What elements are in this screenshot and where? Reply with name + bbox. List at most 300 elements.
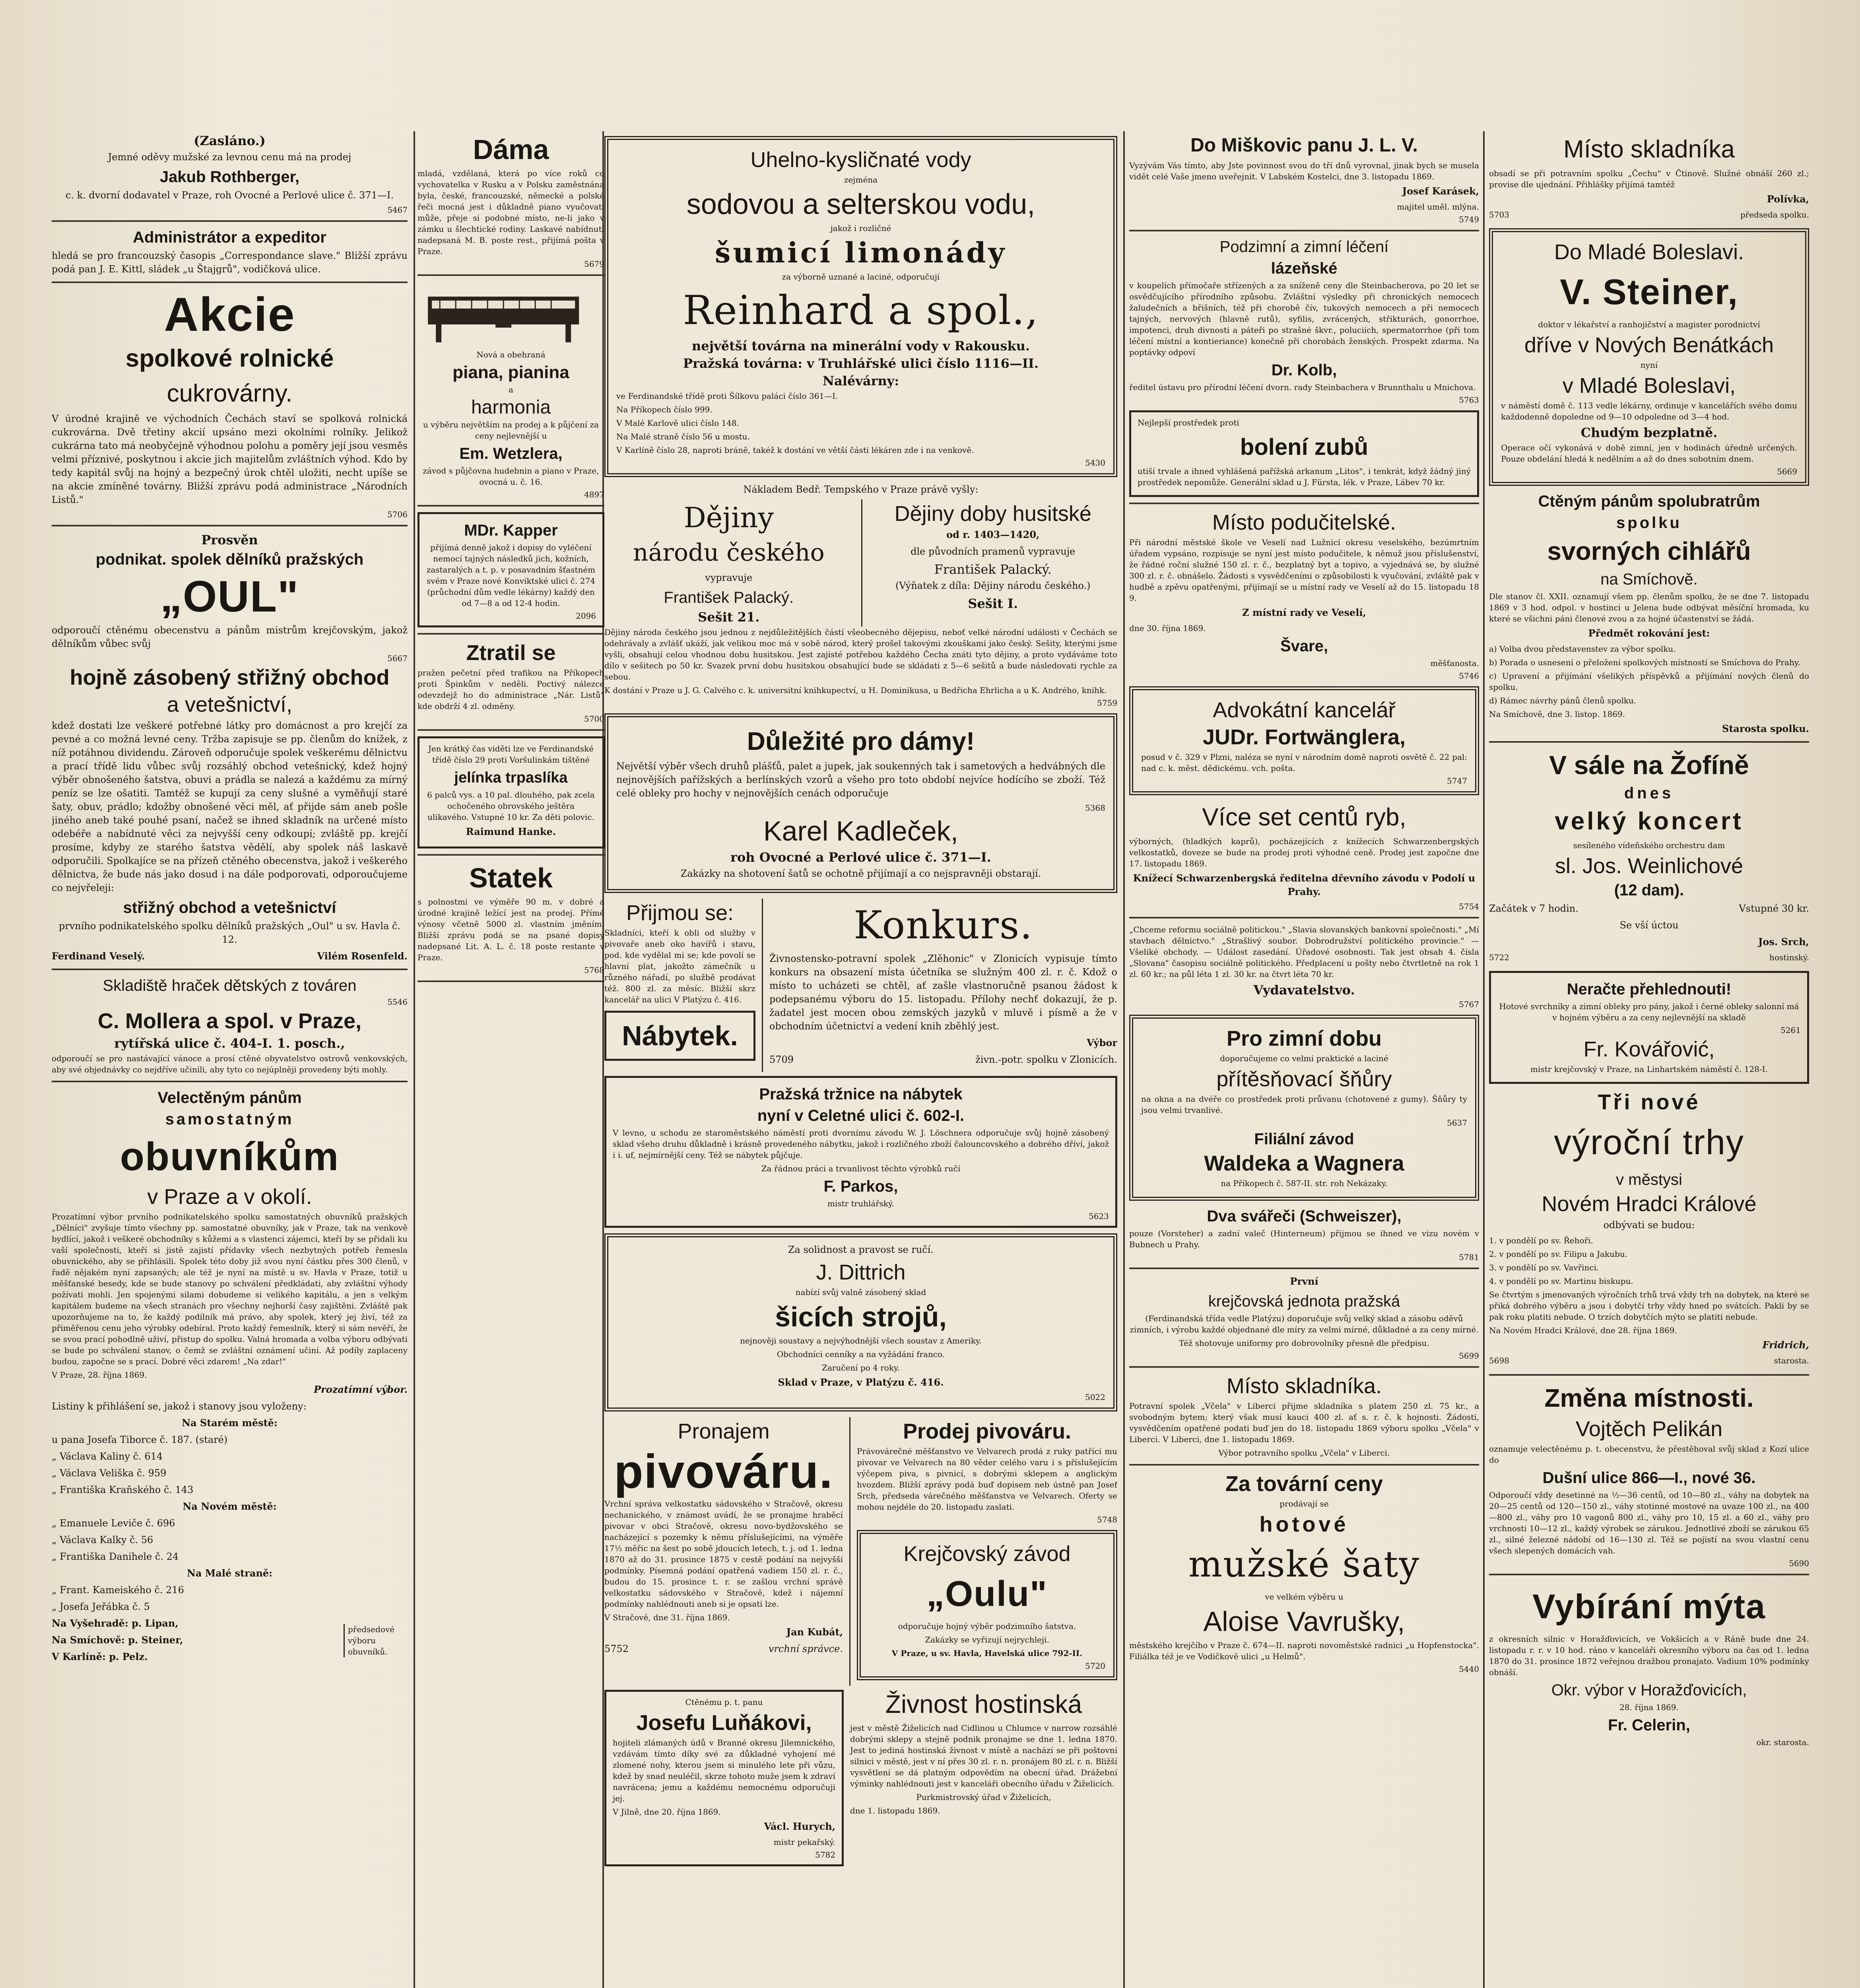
ad-text: doporučujeme co velmi praktické a laciné (1220, 1054, 1388, 1063)
ad-big: „Oulu" (926, 1574, 1048, 1614)
ad-subtitle: přítěsňovací šňůry (1216, 1067, 1392, 1091)
ad-footer (1489, 209, 1809, 223)
ad-number: 5763 (1459, 395, 1479, 405)
list-item: „ Emanuele Leviče č. 696 (52, 1518, 175, 1529)
ad-title: Místo skladníka (1563, 136, 1735, 163)
ad-text: prvního podnikatelského spolku dělníků pražských „Oul" u sv. Havla č. 12. (58, 920, 401, 945)
ad-number: 5767 (1459, 1000, 1479, 1009)
ad-title: Statek (469, 862, 553, 893)
ad-sign: Václ. Hurych, (764, 1821, 835, 1832)
ad-big: šumicí limonády (714, 236, 1007, 269)
list-item: 4. v pondělí po sv. Martinu biskupu. (1489, 1276, 1633, 1286)
column-divider (1483, 131, 1485, 1988)
ad-name: Filiální závod (1254, 1130, 1354, 1148)
ad-title: jelínka trpaslíka (454, 769, 568, 786)
ad-number: 5546 (387, 997, 408, 1007)
ad-title: bolení zubů (1240, 434, 1369, 460)
ad-heading: Ctěným pánům spolubratrům (1538, 493, 1760, 510)
list-item: c) Upravení a přijímání všelikých příspěvků a přijímání nových členů do spolku. (1489, 671, 1809, 692)
location-heading: Na Malé straně: (186, 1567, 273, 1579)
ad-lunakovi (604, 1690, 844, 1866)
ad-name: Dr. Kolb, (1271, 361, 1337, 379)
column-divider (414, 131, 415, 1988)
list-item: V Malé Karlově ulici číslo 148. (616, 418, 739, 428)
ad-text: (Výňatek z díla: Dějiny národu českého.) (895, 580, 1091, 591)
ad-number: 5368 (1085, 803, 1105, 813)
book-title: Dějiny (683, 501, 774, 534)
ad-title: Dva svářeči (Schweiszer), (1207, 1208, 1402, 1225)
ad-akcie (52, 289, 408, 519)
ad-name: Reinhard a spol., (683, 287, 1039, 334)
ad-text: nabízí svůj valně zásobený sklad (795, 1287, 926, 1297)
list-item: „ Františka Danihele č. 24 (52, 1551, 179, 1562)
ad-title: Vybírání mýta (1532, 1588, 1766, 1626)
ad-heading: Prosvěn (201, 532, 258, 547)
ad-number: 5706 (387, 510, 408, 519)
ad-title: Neračte přehlednouti! (1567, 980, 1732, 998)
ad-text: největší továrna na minerální vody v Rakousku. (691, 338, 1030, 353)
ad-text: od r. 1403—1420, (946, 529, 1040, 540)
ad-text: Operace očí vykonává v době zimní, jen v hodinách úředně určených. Pouze obdelání hledá k nedělním a až do dnes sobotním dnem. (1501, 443, 1797, 464)
ad-text: u výběru největším na prodej a k půjčení za ceny nejlevnější u (423, 420, 599, 441)
ad-subtitle: Pražská tržnice na nábytek (759, 1085, 963, 1103)
ad-text: Právovárečné měšťanstvo ve Velvarech prodá z ruky patřící mu pivovar ve Velvarech na 80 věder celého varu i s příslušejícím výčepem piva, s pivnicí, s dobrými sklepem a anglickým hvozdem. Bližší zprávy podá buď dopisem neb ústně pan Josef Srch, předseda várečného měšťanstva ve Velvarech. Oferty se mohou nejdéle do 20. listopadu zaslati. (857, 1446, 1117, 1512)
ad-text: přijímá denně jakož i dopisy do vyléčení nemocí tajných následků jich, kožních, zastaralých a t. p. v posavadním šťastném svém v Praze nové Konviktské ulici č. 274 (průchodní dům vedle lékárny) každý den od 7—8 a od 12-4 hodin. (426, 543, 596, 608)
ad-name: sl. Jos. Weinlichové (1555, 854, 1744, 878)
ad-date: V Stračově, dne 31. října 1869. (604, 1613, 730, 1622)
ad-title: Nábytek. (622, 1020, 738, 1051)
ad-text: Pražská továrna: v Truhlářské ulici číslo 1116—II. (683, 356, 1039, 371)
ad-sign: hostinský. (1769, 953, 1809, 962)
ad-number: 5430 (1085, 458, 1105, 468)
ad-kapper (417, 512, 604, 627)
ad-text: Skladníci, kteří k obli od služby v pivovaře aneb oko havířů i stavu, pod. kde vydělal mi se; kde povolí se hlavní plat, jakožto zámečník u různého nářadí, po službě prodávat též. 800 zl. za měsíc. Bližší skrz kancelář na ulici V Platýzu č. 416. (604, 928, 755, 1004)
ad-row (604, 1686, 1117, 1870)
list-item: V Karlíně číslo 28, naproti bráně, takéž k dostání ve větší části lékáren zde i na venkově. (616, 445, 974, 455)
ad-text: posud v č. 329 v Plzni, naléza se nyní v národním domě naproti osvětě č. 22 pal: nad c. k. měst. dědickému. vch. pošta. (1141, 752, 1467, 773)
ad-sign: Purkmistrovský úřad v Žiželicích, (916, 1792, 1051, 1802)
ad-title: Živnost hostinská (885, 1690, 1082, 1718)
ad-text: utiší trvale a ihned vyhlášená pařížská arkanum „Litos", i tenkrát, když žádný jiný prostředek nepomůže. Generální sklad u J. Fürsta, lék. v Praze, Lábev 70 kr. (1138, 466, 1471, 487)
ad-sign: vrchní správce. (769, 1643, 843, 1654)
ad-text: Nejlepší prostředek proti (1138, 418, 1239, 427)
ad-text: odporučuje hojný výběr podzimního šatstva. (898, 1621, 1076, 1631)
ad-name: Jakub Rothberger, (159, 168, 300, 186)
ad-number: 5698 (1489, 1356, 1509, 1365)
ad-name: Waldeka a Wagnera (1204, 1151, 1404, 1175)
list-item: Na Příkopech číslo 999. (616, 405, 713, 414)
ad-subtitle: v Mladé Boleslavi, (1562, 374, 1736, 398)
ad-misto-skladnika (1489, 133, 1809, 223)
ad-text: prodávají se (1279, 1499, 1329, 1508)
ad-subtitle: (12 dam). (1614, 881, 1684, 899)
ad-row (604, 1417, 1117, 1686)
ad-title: Za tovární ceny (1225, 1472, 1383, 1496)
ad-date: dne 1. listopadu 1869. (850, 1806, 940, 1815)
ad-text: vypravuje (705, 572, 753, 583)
ad-title: Přijmou se: (626, 901, 734, 925)
ad-name: Fr. Kovářović, (1583, 1037, 1715, 1061)
book-title: národu českého (633, 539, 825, 567)
ad-number: 5440 (1459, 1664, 1479, 1674)
ad-start: Začátek v 7 hodin. (1489, 903, 1578, 914)
ad-sign: Výbor potravního spolku „Včela" v Liberci. (1218, 1448, 1390, 1458)
ad-address: na Příkopech č. 587-II. str. roh Nekázaky. (1221, 1178, 1388, 1188)
ad-subtitle: v městysi (1616, 1171, 1682, 1188)
ad-text: s polnostmi ve výměře 90 m. v dobré a úrodné krajině ležící jest na prodej. Přímé výnosy včetně 5000 zl. vlastním jměním. Bližší zprávu podá se na psané dopisy nadepsané Lit. A. L. č. 18 poste restante v Praze. (417, 897, 604, 962)
ad-title: MDr. Kapper (464, 522, 558, 539)
ad-hostinska (850, 1686, 1117, 1870)
ad-date: V Praze, 28. října 1869. (52, 1370, 147, 1380)
ad-sign: Starosta spolku. (1722, 723, 1809, 734)
ad-sign: měšťanosta. (1430, 658, 1479, 668)
ad-number: 5749 (1459, 215, 1479, 224)
ad-subtitle: spolku (1616, 514, 1682, 532)
ad-ryby (1129, 801, 1479, 911)
ad-date: Na Novém Hradci Králové, dne 28. října 1869. (1489, 1326, 1677, 1335)
ad-misto-skladnika-2 (1129, 1373, 1479, 1458)
ad-sign: Polívka, (1767, 193, 1809, 205)
piano-illustration (417, 285, 589, 344)
ad-title: Dáma (473, 134, 549, 165)
ad-title: Skladiště hraček dětských z továren (103, 977, 357, 994)
ad-number: 5022 (1085, 1392, 1105, 1402)
list-item: a) Volba dvou představenstev za výbor spolku. (1489, 644, 1676, 654)
column-2 (417, 131, 604, 1988)
ad-slovan (1129, 924, 1479, 1009)
ad-kovarovic (1489, 971, 1809, 1084)
book-author: František Palacký. (934, 562, 1052, 577)
ad-number: 5467 (387, 205, 408, 215)
ad-text: odporoučí ctěnému obecenstvu a pánům mistrům krejčovským, jakož dělníkům vůbec svůj (52, 625, 408, 649)
ad-sign: Josef Karásek, (1402, 185, 1479, 197)
ad-title: Konkurs. (854, 903, 1033, 947)
ad-text: Prozatímní výbor prvního podnikatelského spolku samostatných obuvníků pražských „Dělníci" zvyšuje tímto všechny pp. samostatné obuvníky, jak v Praze, tak na venkově bydlící, jakož i veškeré obchodníky s kůžemi a s vlastenci zájemci, kteří by se přidali ku vaší společnosti, kteří si jistě zajistí přídavky všech nezbytných potřeb řemesla obuvnického, aby se přihlásili. Spolek této doby již svou nyní částku přes 300 členů, v řadě nějakém nyní zapsaných; ale též je nyní na místě u sv. Havla v Praze, totiž u měšťanské besedy, kde se bude stanovy po schválení předkládati, aby zvláštní výhody požívati mohli. Jen spojenými silami dobudeme si velikého kapitálu, a jen s velkým kapitálem budeme na všech stranách pro všechny nejhorší časy zajištěni. Zvláště pak upozorňujeme na to, že každý podílník má právo, aby spolek, který jej živí, též za přiměřenou cenu jeho výrobky odebíral. Proto každý řemeslník, který si sám nevěří, že se svou prací pohodlně uživí, přistup do spolku. Valná hromada a volba výboru odbývati se bude po schválení stanov, o čemž se zvláštní oznámení učiní. Až podíly zaplaceny budou, započne se s prací. Dobré věci zdarem! „Na zdar!" (52, 1212, 408, 1366)
list-item: „ Josefa Jeřábka č. 5 (52, 1601, 150, 1612)
ad-title: Uhelno-kysličnaté vody (750, 148, 971, 172)
ad-text: hledá se pro francouzský časopis „Correspondance slave." Bližší zprávu podá pan J. E. Kittl, sládek „u Štajgrů", vodičková ulice. (52, 250, 408, 275)
ad-oul (52, 532, 408, 963)
ad-dittrich (604, 1233, 1117, 1411)
ad-footer (52, 1617, 408, 1667)
ad-prodej-pivovaru (857, 1419, 1117, 1524)
ad-title: Změna místnosti. (1544, 1384, 1754, 1412)
ad-pelikan (1489, 1381, 1809, 1568)
ad-big: hotové (1259, 1512, 1349, 1536)
ad-footer (604, 1642, 843, 1656)
ad-name: Josefu Luňákovi, (636, 1711, 812, 1735)
list-item: „ Václava Kaliny č. 614 (52, 1451, 163, 1462)
ad-title: Advokátní kancelář (1213, 698, 1396, 722)
ad-name: Okr. výbor v Horažďovicích, (1551, 1681, 1747, 1699)
ad-number: 5669 (1777, 467, 1797, 476)
ad-cihlaru (1489, 491, 1809, 736)
column-1 (52, 131, 408, 1988)
ad-poducitelske (1129, 510, 1479, 681)
list-item: 3. v pondělí po sv. Vavřinci. (1489, 1263, 1599, 1272)
ad-sign: Švare, (1280, 637, 1328, 655)
ad-title: šicích strojů, (775, 1301, 947, 1332)
list-item: „ Frant. Kameiského č. 216 (52, 1584, 184, 1596)
ad-address: c. k. dvorní dodavatel v Praze, roh Ovocné a Perlové ulice č. 371—I. (65, 190, 394, 201)
ad-name: Karel Kadleček, (763, 815, 959, 846)
ad-subtitle: na Smíchově. (1600, 571, 1698, 588)
ad-text: v náměstí domě č. 113 vedle lékárny, ordinuje v kancelářích svého domu každodenně dopoledne od 9—10 odpoledne od 3—4 hod. (1501, 401, 1797, 421)
ad-text: V úrodné krajině ve východních Čechách staví se spolková rolnická cukrovárna. Dvě třetiny akcií upsáno mezi okolními rolníky. Jelikož cukrárna tato má neobyčejně výhodnou polohu a poměry její jsou vesměs velmi příznivé, poskytnou i akcie jich majitelům zvláštních výhod. Kdo by tedy kapitál svůj na hojný a bezpečný úrok chtěl uložiti, necht upíše se na akcie zmíněné továrny. Bližší zprávu podá administrace „Národních Listů." (52, 413, 408, 505)
ad-vyrocni-trhy (1489, 1089, 1809, 1369)
ad-rothberger (52, 133, 408, 215)
ad-big: „OUL" (160, 572, 299, 621)
ad-name: F. Parkos, (823, 1178, 898, 1195)
ad-number: 5752 (604, 1643, 629, 1654)
ad-sign: předseda spolku. (1740, 210, 1809, 219)
ad-number: 5709 (769, 1054, 794, 1065)
ad-text: zejména (844, 175, 878, 184)
ad-zimni-doba (1129, 1015, 1479, 1201)
ad-pronajem (604, 1419, 843, 1656)
ad-text: doktor v lékařství a ranhojičství a magister porodnictví (1538, 320, 1760, 329)
ad-mollera (52, 976, 408, 1075)
ad-krejcovska-jednota (1129, 1275, 1479, 1361)
ad-text: Nová a obehraná (476, 350, 546, 359)
ad-sign: Výbor (1086, 1037, 1117, 1048)
ad-address: mistr krejčovský v Praze, na Linhartském náměstí č. 128-I. (1530, 1064, 1768, 1074)
ad-name: Aloise Vavrušky, (1203, 1606, 1405, 1637)
ad-big: výroční trhy (1554, 1122, 1744, 1162)
ad-title: Místo skladníka. (1226, 1374, 1382, 1398)
ad-number: 5637 (1447, 1118, 1467, 1128)
ad-piana (417, 282, 604, 499)
list-item: „ Václava Veliška č. 959 (52, 1468, 167, 1479)
ad-text: Největší výběr všech druhů plášťů, palet a jupek, jak soukenných tak i sametových a hedvábných dle nejnovějších pařížských a berlínských vzorů a všeho pro toto období nejvíce hodícího se zboží. Též celé obleky pro hochy v nejnovějších cenách odporučuje (616, 761, 1105, 799)
ad-number: 5759 (1097, 698, 1117, 708)
list-item: b) Porada o usnesení o přeložení spolkových místností se Smíchova do Prahy. (1489, 658, 1800, 667)
ad-number: 5720 (1085, 1661, 1105, 1671)
list-item: ve Ferdinandské třídě proti Šílkovu paláci číslo 361—I. (616, 391, 838, 401)
ad-text: Jemné oděvy mužské za levnou cenu má na prodej (108, 151, 351, 163)
ad-text: nyní (1640, 360, 1658, 370)
ad-heading: Za solidnost a pravost se ručí. (788, 1244, 934, 1255)
ad-side-note: Obchodníci cenníky a na vyžádání franco. (777, 1349, 945, 1359)
ad-number: 5623 (1089, 1211, 1109, 1221)
list-item: u pana Josefa Tiborce č. 187. (staré) (52, 1434, 228, 1445)
signature: Vilém Rosenfeld. (317, 950, 408, 962)
ad-text: Též shotovuje uniformy pro dobrovolníky přesně dle předpisu. (1179, 1338, 1429, 1348)
ad-prijmou (604, 900, 755, 1005)
ad-title: Administrátor a expeditor (133, 229, 326, 246)
ad-number: 5781 (1459, 1252, 1479, 1262)
ad-big: sodovou a selterskou vodu, (686, 188, 1035, 220)
ad-title: Pronajem (678, 1419, 770, 1443)
ad-text: pouze (Vorsteher) a zadní valeč (Hinterneum) přijmou se ihned ve vizu novém v Bubnech u Prahy. (1129, 1229, 1479, 1249)
ad-number: 5747 (1447, 776, 1467, 786)
ad-footer (769, 1053, 1117, 1066)
ad-number: 5754 (1459, 902, 1479, 911)
ad-sign: Fridrich, (1762, 1339, 1809, 1351)
ad-konkurs (769, 899, 1117, 1066)
ad-fortwangler (1129, 686, 1479, 795)
list-item: 2. v pondělí po sv. Filipu a Jakubu. (1489, 1249, 1628, 1259)
ad-text: Se čtvrtým s jmenovaných výročních trhů trvá vždy trh na dobytek, na které se přiká dobrého výběru a jsou i dobytčí trhy vždy hned po svátcích. Pakli by se pak roku platiti nebude. O trzích dobytčích mýto se platiti nebude. (1489, 1290, 1809, 1322)
ad-subtitle: dříve v Nových Benátkách (1524, 333, 1774, 357)
ad-text: pražen pečetní před trafikou na Příkopech proti Špinkům v neděli. Poctivý nálezce odevzdejž ho do administrace „Nár. Listů" kde obdrží 4 zl. odměny. (417, 668, 604, 711)
ad-sign: Vydavatelstvo. (1253, 982, 1355, 998)
ad-title: Ztratil se (466, 641, 556, 665)
ad-title: Tři nové (1598, 1090, 1701, 1114)
ad-sign: okr. starosta. (1756, 1738, 1809, 1747)
signature: Ferdinand Veselý. (52, 950, 145, 962)
column-divider (1123, 131, 1125, 1988)
ad-svareci (1129, 1206, 1479, 1262)
ad-text: Jen krátký čas viděti lze ve Ferdinandské třídě číslo 29 proti Voršulinkám tištěné (428, 744, 594, 765)
ad-number: 5690 (1789, 1559, 1809, 1568)
column-3 (604, 131, 1117, 1988)
book-author: František Palacký. (664, 589, 794, 606)
column-5 (1489, 131, 1809, 1988)
ad-title: velký koncert (1555, 808, 1744, 835)
ad-title: svorných cihlářů (1547, 537, 1751, 565)
ad-text: Dějiny národa českého jsou jednou z nejdůležitějších částí všeobecného dějepisu, neboť velké národní události v Čechách se odehrávaly a zvlášť ukáží, jak velikou moc má v sobě národ, který prošel takovými zkouškami jako český. Sešity, kterými jsme vyšli, obsahují celou vhodnou dobu husitskou. Jest zajisté potřebou každého Čecha znáti tyto dějiny, a proto vydáváme toto dílo v sešitech po 50 kr. Svazek první dobu husitskou obsahující bude se skládati z 5—6 sešitů a bude následovati rychle za sebou. (604, 627, 1117, 681)
ad-title: Prodej pivováru. (903, 1419, 1072, 1443)
ad-text: K dostání v Praze u J. G. Calvého c. k. universitní knihkupectví, u H. Dominikusa, u Bedřicha Ehrlicha a u K. Andrého, knihk. (604, 685, 1107, 695)
ad-text: (Ferdinandská třída vedle Platýzu) doporučuje svůj velký sklad a zásobu oděvů zimních, i výrobu každé objednané dle míry za velmi mírné, důkladné a za ceny mírné. (1130, 1314, 1479, 1334)
ad-number: 4897 (584, 490, 604, 499)
ad-subtitle: cukrovárny. (167, 380, 293, 407)
ad-text: 6 palců vys. a 10 pal. dlouhého, pak zcela ochočeného obrovského ještěra ulikavého. Vstupné 10 kr. Za děti polovic. (427, 790, 595, 822)
ad-title: hojně zásobený střižný obchod (70, 666, 390, 689)
ad-subtitle: dnes (1624, 784, 1674, 802)
ad-heading: Nalévárny: (822, 373, 899, 388)
list-item: Na Malé straně číslo 56 u mostu. (616, 432, 750, 441)
ad-number: 5667 (387, 654, 408, 663)
ad-text: ve velkém výběru u (1265, 1592, 1344, 1602)
ad-text: v koupelích přímočaře střízených a za sníženě ceny dle Steinbacherova, po 20 let se osvědčujícího přírodního způsobu. Zvláštní výsledky při chronických nemocech žaludečních a břišních, též při chorobě čív, tukových nemocech a při nemocech tajných, nervových (hlavně rutů), syfilis, zvrácených, střikturách, gonorrhoe, impotenci, druh divnosti a páteři po strašné škvr., poluciích, spermatorrhoe (při tom léčení místní a kontieriance) konečně při chorobách ženských. Prospekt zdarma. Na poptávky odpoví (1129, 281, 1479, 357)
ad-name: J. Dittrich (816, 1260, 906, 1284)
ad-text: První (1290, 1276, 1318, 1287)
ad-text: Hotové svrchníky a zimní obleky pro pány, jakož i černé obleky salonní má v hojném výběru a za ceny nejlevnější na skladě (1499, 1002, 1799, 1022)
ad-footer (1489, 952, 1809, 965)
ad-fee: Vstupné 30 kr. (1739, 903, 1809, 914)
ad-kadlecek (604, 713, 1117, 893)
ad-text: ředitel ústavu pro přírodní léčení dvorn. rady Steinbachera v Brunnthalu u Mnichova. (1129, 382, 1476, 392)
ad-miskovic (1129, 133, 1479, 224)
ad-address: Dušní ulice 866—I., nové 36. (1542, 1469, 1756, 1487)
ad-text: Ctěnému p. t. panu (685, 1697, 763, 1707)
ad-text: nejnověji soustavy a nejvýhodnější všech soustav z Ameriky. (740, 1336, 982, 1345)
list-item: „ Václava Kalky č. 56 (52, 1534, 153, 1545)
ad-text: Potravní spolek „Včela" v Liberci přijme skladníka s platem 250 zl. 75 kr., a svobodným bytem; který však musí kauci 400 zl. ať s. r. č. k hojnosti. Žádosti, vysvědčením opatřené podati buď jen do 18. listopadu 1869 výboru spolku „Včela" v Liberci. V Liberci, dne 1. listopadu 1869. (1129, 1401, 1479, 1444)
ad-address: roh Ovocné a Perlové ulice č. 371—I. (730, 850, 991, 865)
ad-steiner (1489, 228, 1809, 486)
ad-title: Velectěným pánům (157, 1089, 302, 1107)
ad-nabytek (604, 1011, 755, 1061)
ad-text: jakož i rozličné (830, 223, 891, 233)
ad-number: 5768 (584, 965, 604, 975)
ad-sign: Fr. Celerin, (1608, 1716, 1690, 1734)
ad-number: 5782 (815, 1850, 835, 1860)
ad-heading: Nákladem Bedř. Tempského v Praze právě vyšly: (743, 484, 979, 495)
ad-text: oznamuje velectěnému p. t. obecenstvu, že přestěhoval svůj sklad z Kozí ulice do (1489, 1444, 1809, 1465)
ad-books (604, 499, 1117, 627)
list-item: 1. v pondělí po sv. Řehoři. (1489, 1236, 1593, 1245)
ad-address: Sklad v Praze, v Platýzu č. 416. (778, 1376, 944, 1388)
ad-name: V. Steiner, (1560, 272, 1738, 312)
ad-name: Knížecí Schwarzenbergská ředitelna dřevního závodu v Podolí u Prahy. (1133, 872, 1476, 897)
ad-text: Zakázky na shotovení šatů se ochotně přijímají a co nejspravněji obstarají. (680, 868, 1041, 879)
location-heading: Na Novém městě: (183, 1501, 277, 1512)
ad-nabytek-body (604, 1076, 1117, 1228)
ad-subtitle: Předmět rokování jest: (1588, 627, 1710, 639)
location-heading: Na Starém městě: (182, 1417, 278, 1429)
ad-text: výborných, (hladkých kaprů), pocházejících z knížecích Schwarzenbergských velkostatků, doveze se bude na prodej proti výhodné ceně. Prodej jest započne dne 17. listopadu 1869. (1129, 837, 1479, 868)
ad-name: Vojtěch Pelikán (1575, 1417, 1723, 1441)
ad-sign: Prozatímní výbor. (314, 1384, 408, 1395)
ad-date: dne 30. října 1869. (1129, 623, 1206, 633)
ad-title: Více set centů ryb, (1202, 804, 1406, 831)
ad-myto (1489, 1581, 1809, 1748)
ad-number: 5700 (584, 714, 604, 724)
ad-name: JUDr. Fortwänglera, (1202, 725, 1406, 749)
ad-number: 5748 (1097, 1515, 1117, 1524)
ad-title: Podzimní a zimní léčení (1219, 238, 1389, 256)
ad-name: Em. Wetzlera, (459, 445, 563, 462)
ad-date: V Jilně, dne 20. října 1869. (613, 1807, 721, 1817)
ad-text: mistr truhlářský. (827, 1199, 895, 1208)
ad-boleni-zubu (1129, 410, 1479, 497)
ad-text: Při národní městské škole ve Veselí nad Lužnicí okresu veselského, bezúmrtním úřadem vypsáno, rozpisuje se nyní jest místo podučitele, k němuž jsou příslušenství, že řádné roční služné 150 zl. r. č., bezplatný byt a topivo, a vyjednává se, by služné 300 zl. r. č. obnášelo. Žádosti s vysvědčeními o způsobilosti k vyučování, zvláště pak v hudbě a zpěvu opatřenými, přijímají se u místní rady ve Veselí až do 15. listopadu 18 9. (1129, 538, 1479, 603)
ad-palacky (604, 483, 1117, 708)
ad-administrator (52, 227, 408, 276)
ad-subtitle: střižný obchod a vetešnictví (123, 899, 336, 916)
ad-text: odbývati se budou: (1603, 1219, 1695, 1231)
list-item: d) Rámec návrhy pánů členů spolku. (1489, 696, 1637, 705)
ad-number: 2096 (576, 611, 596, 621)
ad-number: 5699 (1459, 1351, 1479, 1361)
ad-signatures (52, 949, 408, 963)
ad-title: Místo podučitelské. (1212, 511, 1396, 534)
ad-text: Vyzývám Vás tímto, aby Jste povinnost svou do tří dnů vyrovnal, jinak bych se musela vidět celé Vaše jmeno uveřejnit. V Labském Kostelci, dne 3. listopadu 1869. (1129, 161, 1479, 181)
ad-text: jest v městě Žiželicích nad Cidlinou u Chlumce v narrow rozsáhlé dobrými sklepy a stejně podnik pronajme se dne 1. ledna 1870. Jest to jediná hostinská živnost v místě a nachází se při poštovní silnici v městě, jest v ní přes 30 zl. r. n. pronájem 80 zl. r. n. Bližší vysvětlení se dá platným odpovědím na obecní úřad. Drážební výminky nahlédnouti jest v kanceláři obecního úřadu v Žiželicích. (850, 1723, 1117, 1788)
ad-subtitle: Chudým bezplatně. (1580, 425, 1718, 440)
ad-side-note: Zaručení po 4 roky. (822, 1363, 900, 1373)
ad-subtitle: samostatným (165, 1110, 294, 1128)
ad-text: Za řádnou práci a trvanlivost těchto výrobků ručí (761, 1164, 961, 1173)
ad-place: Novém Hradci Králové (1542, 1192, 1757, 1216)
ad-number: 5679 (584, 259, 604, 269)
ad-heading: (Zasláno.) (194, 133, 266, 148)
ad-sign: Jos. Srch, (1758, 936, 1809, 947)
ad-trpaslik (417, 736, 604, 848)
ad-text: Zakázky se vyřizují nejrychleji. (925, 1635, 1049, 1644)
ad-text: Živnostensko-potravní spolek „Zlěhonic" v Zlonicích vypisuje tímto konkurs na obsazení místa účetníka se služným 400 zl. r. č. Kdož o místo to ucházeti se chtěl, ať zašle vlastnoručně psanou žádost k podepsanému výboru do 15. listopadu. Přílohy nechť dokazují, že p. žadatel jest mocen obou zemských jazyků v mluvě i písmě a že v obchodním účetnictví a vedení knih zběhlý jest. (769, 953, 1117, 1032)
ad-name: Z místní rady ve Veselí, (1242, 607, 1366, 618)
ad-name: C. Mollera a spol. v Praze, (97, 1009, 362, 1033)
ad-text: a (509, 385, 513, 394)
ad-number: 5703 (1489, 210, 1509, 219)
ad-title: mužské šaty (1188, 1543, 1420, 1585)
ad-title: harmonia (471, 397, 551, 418)
ad-footer (1489, 1355, 1809, 1369)
ad-date: Na Smíchově, dne 3. listop. 1869. (1489, 709, 1625, 719)
ad-text: Vrchní správa velkostatku sádovského v Stračově, okresu nechanického, v známost uvádí, že se pronajme hraběcí pivovar v obci Stračově, okresu novo-bydžovského se nacházející s pozemky k němu příslušejícími, na výměře 17½ měřic na šest po sobě jdoucích letech, t. j. od 1. ledna 1870 až do 31. prosince 1875 v cestě podání na nejvyšší podmínky. Písemná podání opatřená vadiem 150 zl. r. č., budou do 15. prosince t. r. se zašlou vrchní správě velkostatku sádovského v Stračově, kdež i nájemní podmínky nahlédnouti aneb si je opsati lze. (604, 1499, 843, 1609)
ad-name: Raimund Hanke. (466, 826, 556, 837)
ad-title: V sále na Žofíně (1549, 750, 1749, 780)
ad-side-note: předsedové výboru obuvníků. (344, 1624, 408, 1657)
ad-number: 5722 (1489, 953, 1509, 962)
ad-sign: starosta. (1774, 1356, 1809, 1365)
ad-row (604, 899, 1117, 1072)
ad-text: obsadí se při potravním spolku „Čechu" v Čtinově. Služné obnáší 260 zl.; provise dle ujednání. Přihlášky přijímá tamtéž (1489, 169, 1809, 189)
